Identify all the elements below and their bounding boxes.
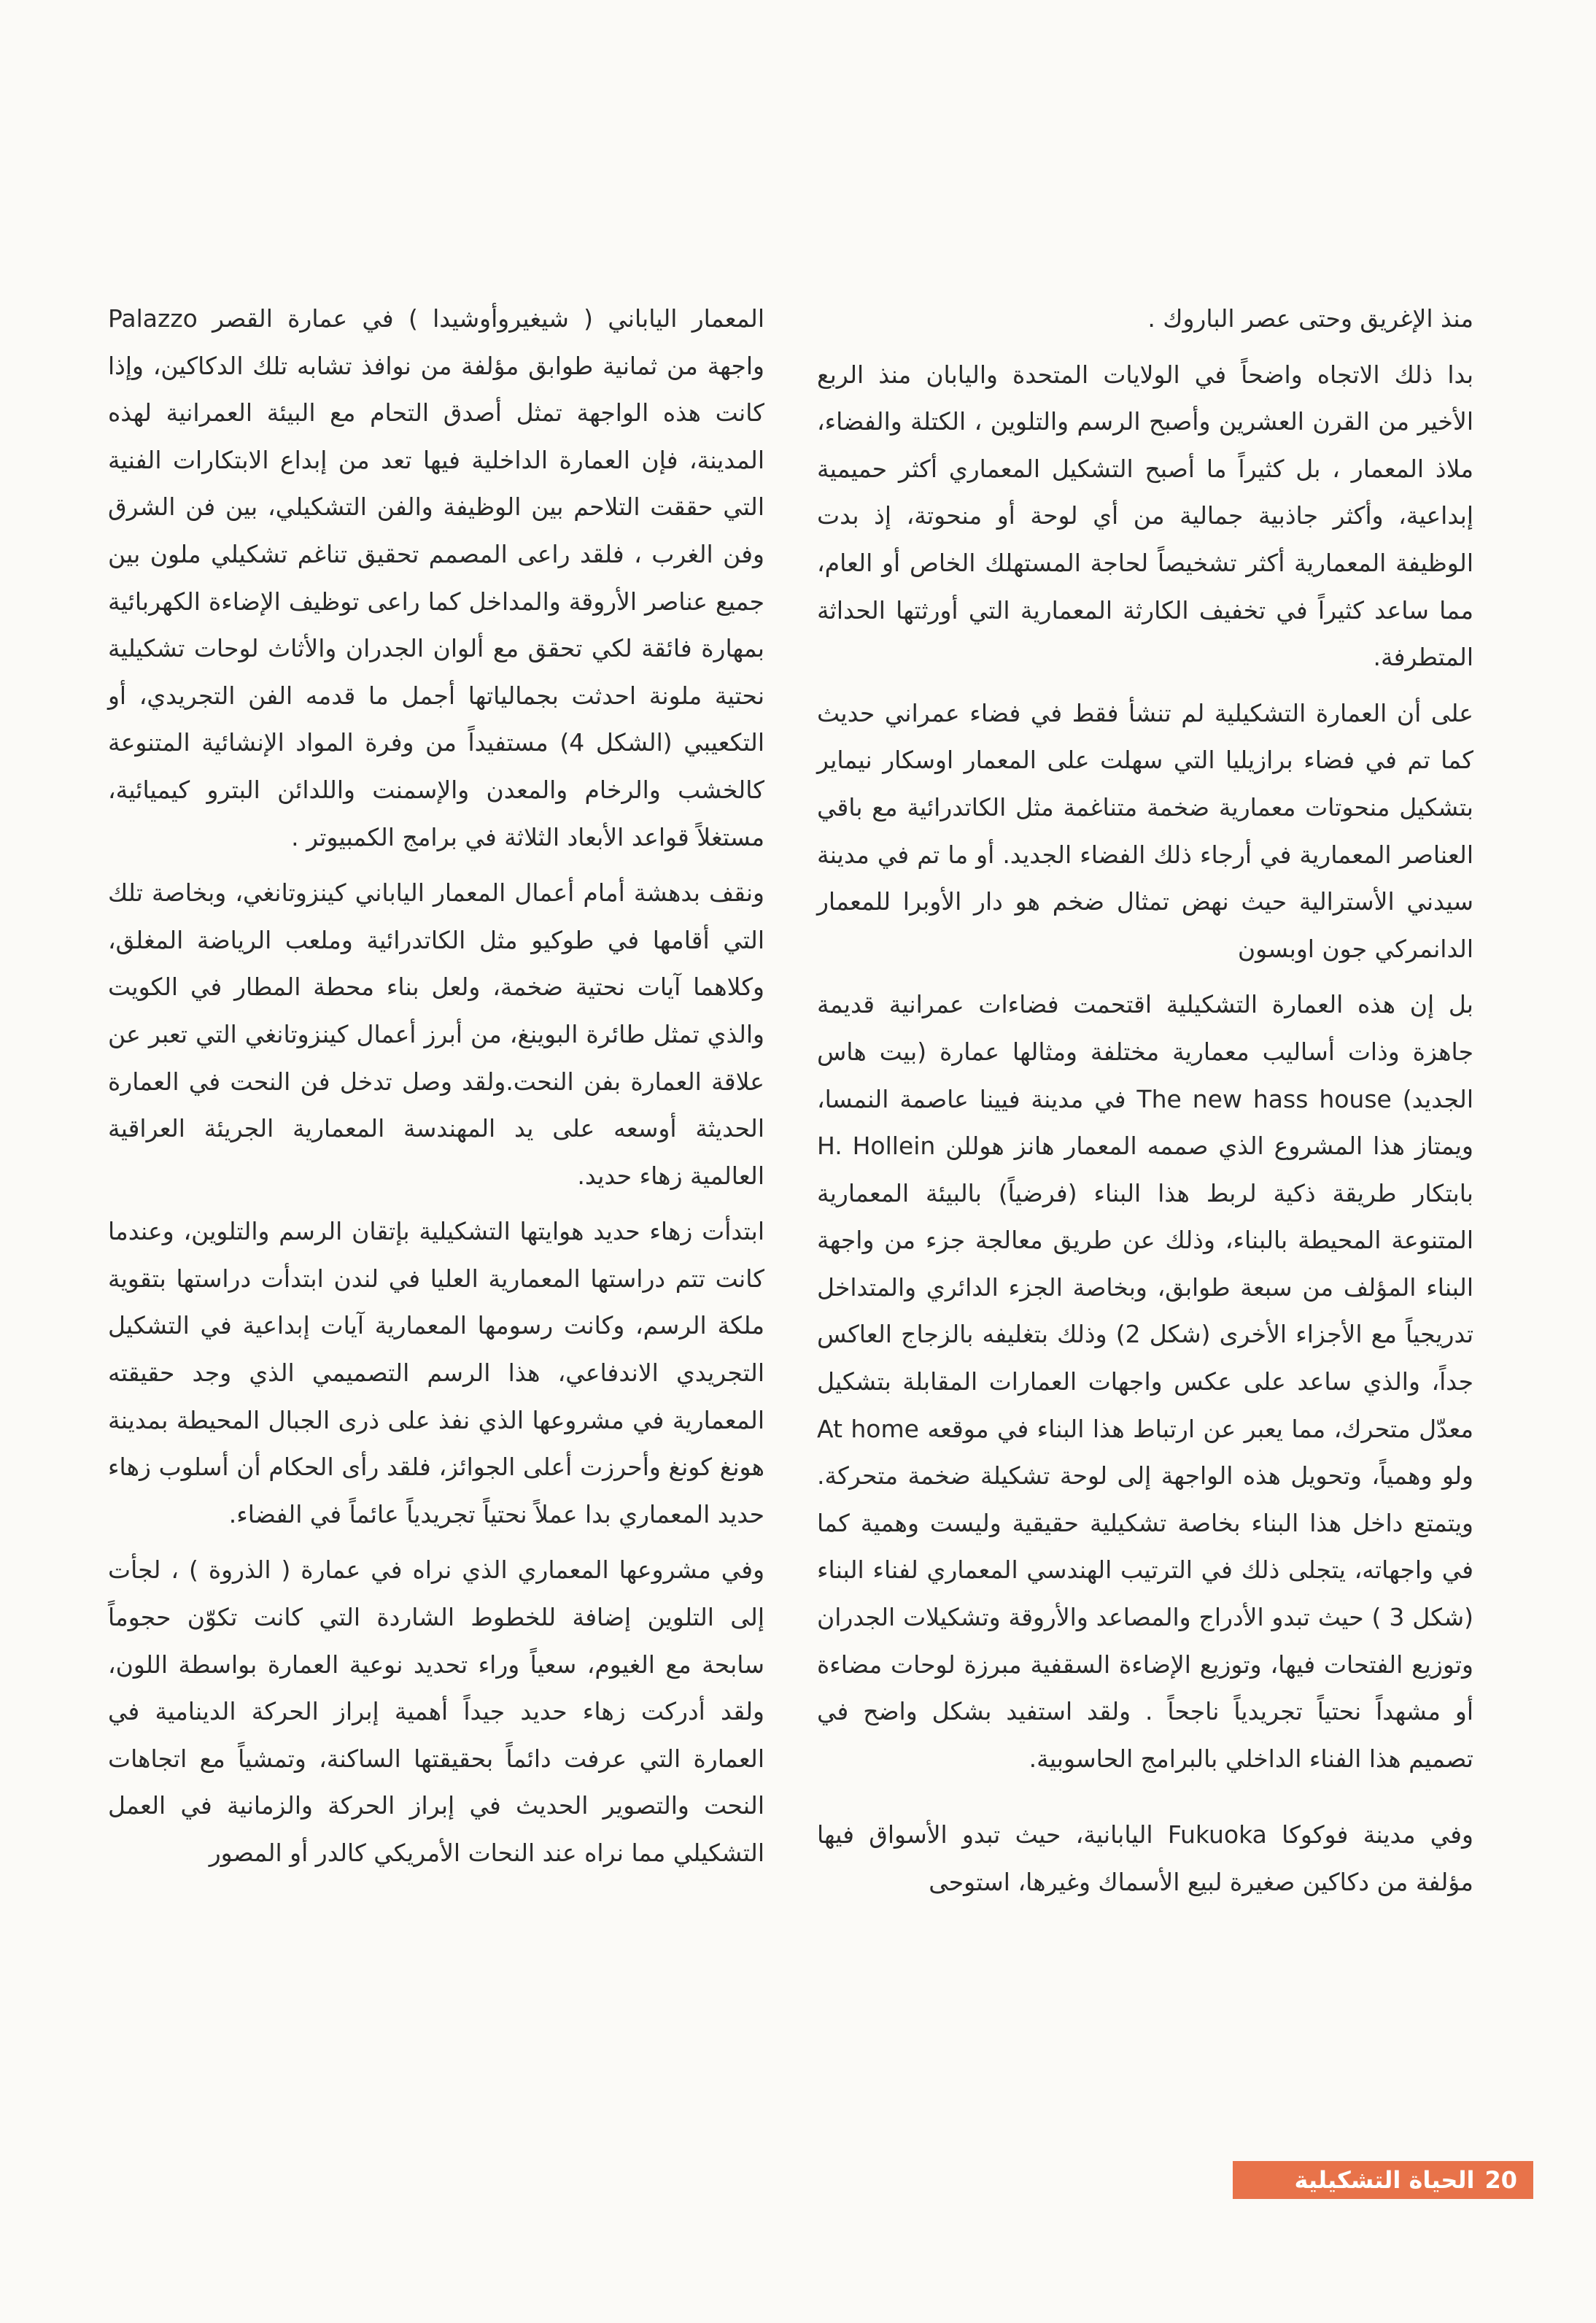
paragraph: وفي مشروعها المعماري الذي نراه في عمارة ( الذروة ) ، لجأت إلى التلوين إضافة للخطوط الشاردة التي كانت تكوّن حجوماً سابحة مع الغيوم، سعياً وراء تحديد نوعية العمارة بواسطة اللون، ولقد أدركت زهاء حديد جيداً أهمية إبراز الحركة الدينامية في العمارة التي عرفت دائماً بحقيقتها الساكنة، وتمشياً مع اتجاهات النحت والتصوير الحديث في إبراز الحركة والزمانية في العمل التشكيلي مما نراه عند النحات الأمريكي كالدر أو المصور	[108, 1555, 764, 1867]
paragraph: بل إن هذه العمارة التشكيلية اقتحمت فضاءات عمرانية قديمة جاهزة وذات أساليب معمارية مختلفة ومثالها عمارة (بيت هاس الجديد) The new hass house في مدينة فيينا عاصمة النمسا، ويمتاز هذا المشروع الذي صممه المعمار هانز هوللن H. Hollein بابتكار طريقة ذكية لربط هذا البناء (فرضياً) بالبيئة المعمارية المتنوعة المحيطة بالبناء، وذلك عن طريق معالجة جزء من واجهة البناء المؤلف من سبعة طوابق، وبخاصة الجزء الدائري والمتداخل تدريجياً مع الأجزاء الأخرى (شكل 2) وذلك بتغليفه بالزجاج العاكس جداً، والذي ساعد على عكس واجهات العمارات المقابلة بتشكيل معدّل متحرك، مما يعبر عن ارتباط هذا البناء في موقعه At home ولو وهمياً، وتحويل هذه الواجهة إلى لوحة تشكيلة ضخمة متحركة. ويتمتع داخل هذا البناء بخاصة تشكيلية حقيقية وليست وهمية كما في واجهاته، يتجلى ذلك في الترتيب الهندسي المعماري لفناء البناء (شكل 3 ) حيث تبدو الأدراج والمصاعد والأروقة وتشكيلات الجدران وتوزيع الفتحات فيها، وتوزيع الإضاءة السقفية مبرزة لوحات مضاءة أو مشهداً نحتياً تجريدياً ناجحاً . ولقد استفيد بشكل واضح في تصميم هذا الفناء الداخلي بالبرامج الحاسوبية.	[817, 990, 1474, 1773]
paragraph: وفي مدينة فوكوكا Fukuoka اليابانية، حيث تبدو الأسواق فيها مؤلفة من دكاكين صغيرة لبيع الأسماك وغيرها، استوحى	[817, 1820, 1473, 1896]
paragraph: على أن العمارة التشكيلية لم تنشأ فقط في فضاء عمراني حديث كما تم في فضاء برازيليا التي سهلت على المعمار اوسكار نيماير بتشكيل منحوتات معمارية ضخمة متناغمة مثل الكاتدرائية مع باقي العناصر المعمارية في أرجاء ذلك الفضاء الجديد. أو ما تم في مدينة سيدني الأسترالية حيث نهض تمثال ضخم هو دار الأوبرا للمعمار الدانمركي جون اوبسون	[817, 698, 1473, 963]
paragraph: ونقف بدهشة أمام أعمال المعمار الياباني كينزوتانغي، وبخاصة تلك التي أقامها في طوكيو مثل الكاتدرائية وملعب الرياضة المغلق، وكلاهما آيات نحتية ضخمة، ولعل بناء محطة المطار في الكويت والذي تمثل طائرة البوينغ، من أبرز أعمال كينزوتانغي التي تعبر عن علاقة العمارة بفن النحت.ولقد وصل تدخل فن النحت في العمارة الحديثة أوسعه على يد المهندسة المعمارية الجريئة العراقية العالمية زهاء حديد.	[108, 878, 764, 1190]
magazine-title: الحياة التشكيلية	[1294, 2166, 1475, 2194]
paragraph: المعمار الياباني ( شيغيروأوشيدا ) في عمارة القصر Palazzo واجهة من ثمانية طوابق مؤلفة من نوافذ تشابه تلك الدكاكين، وإذا كانت هذه الواجهة تمثل أصدق التحام مع البيئة العمرانية لهذه المدينة، فإن العمارة الداخلية فيها تعد من إبداع الابتكارات الفنية التي حققت التلاحم بين الوظيفة والفن التشكيلي، بين فن الشرق وفن الغرب ، فلقد راعى المصمم تحقيق تناغم تشكيلي ملون بين جميع عناصر الأروقة والمداخل كما راعى توظيف الإضاءة الكهربائية بمهارة فائقة لكي تحقق مع ألوان الجدران والأثاث لوحات تشكيلية نحتية ملونة احدثت بجمالياتها أجمل ما قدمه الفن التجريدي، أو التكعيبي (الشكل 4) مستفيداً من وفرة المواد الإنشائية المتنوعة كالخشب والرخام والمعدن والإسمنت واللدائن البترو كيميائية، مستغلاً قواعد الأبعاد الثلاثة في برامج الكمبيوتر .	[108, 304, 764, 851]
left-column	[108, 295, 764, 1886]
page-number: 20	[1484, 2166, 1517, 2194]
paragraph: بدا ذلك الاتجاه واضحاً في الولايات المتحدة واليابان منذ الربع الأخير من القرن العشرين وأصبح الرسم والتلوين ، الكتلة والفضاء، ملاذ المعمار ، بل كثيراً ما أصبح التشكيل المعماري أكثر حميمية إبداعية، وأكثر جاذبية جمالية من أي لوحة أو منحوتة، إذ بدت الوظيفة المعمارية أكثر تشخيصاً لحاجة المستهلك الخاص أو العام، مما ساعد كثيراً في تخفيف الكارثة المعمارية التي أورثتها الحداثة المتطرفة.	[817, 360, 1473, 672]
paragraph: ابتدأت زهاء حديد هوايتها التشكيلية بإتقان الرسم والتلوين، وعندما كانت تتم دراستها المعمارية العليا في لندن ابتدأت دراستها بتقوية ملكة الرسم، وكانت رسومها المعمارية آيات إبداعية في التشكيل التجريدي الاندفاعي، هذا الرسم التصميمي الذي وجد حقيقته المعمارية في مشروعها الذي نفذ على ذرى الجبال المحيطة بمدينة هونغ كونغ وأحرزت أعلى الجوائز، فلقد رأى الحكام أن أسلوب زهاء حديد المعماري بدا عملاً نحتياً تجريدياً عائماً في الفضاء.	[108, 1217, 764, 1528]
paragraph: منذ الإغريق وحتى عصر الباروك .	[1147, 304, 1473, 333]
footer-bar	[1233, 2161, 1533, 2199]
right-column	[817, 295, 1473, 1915]
